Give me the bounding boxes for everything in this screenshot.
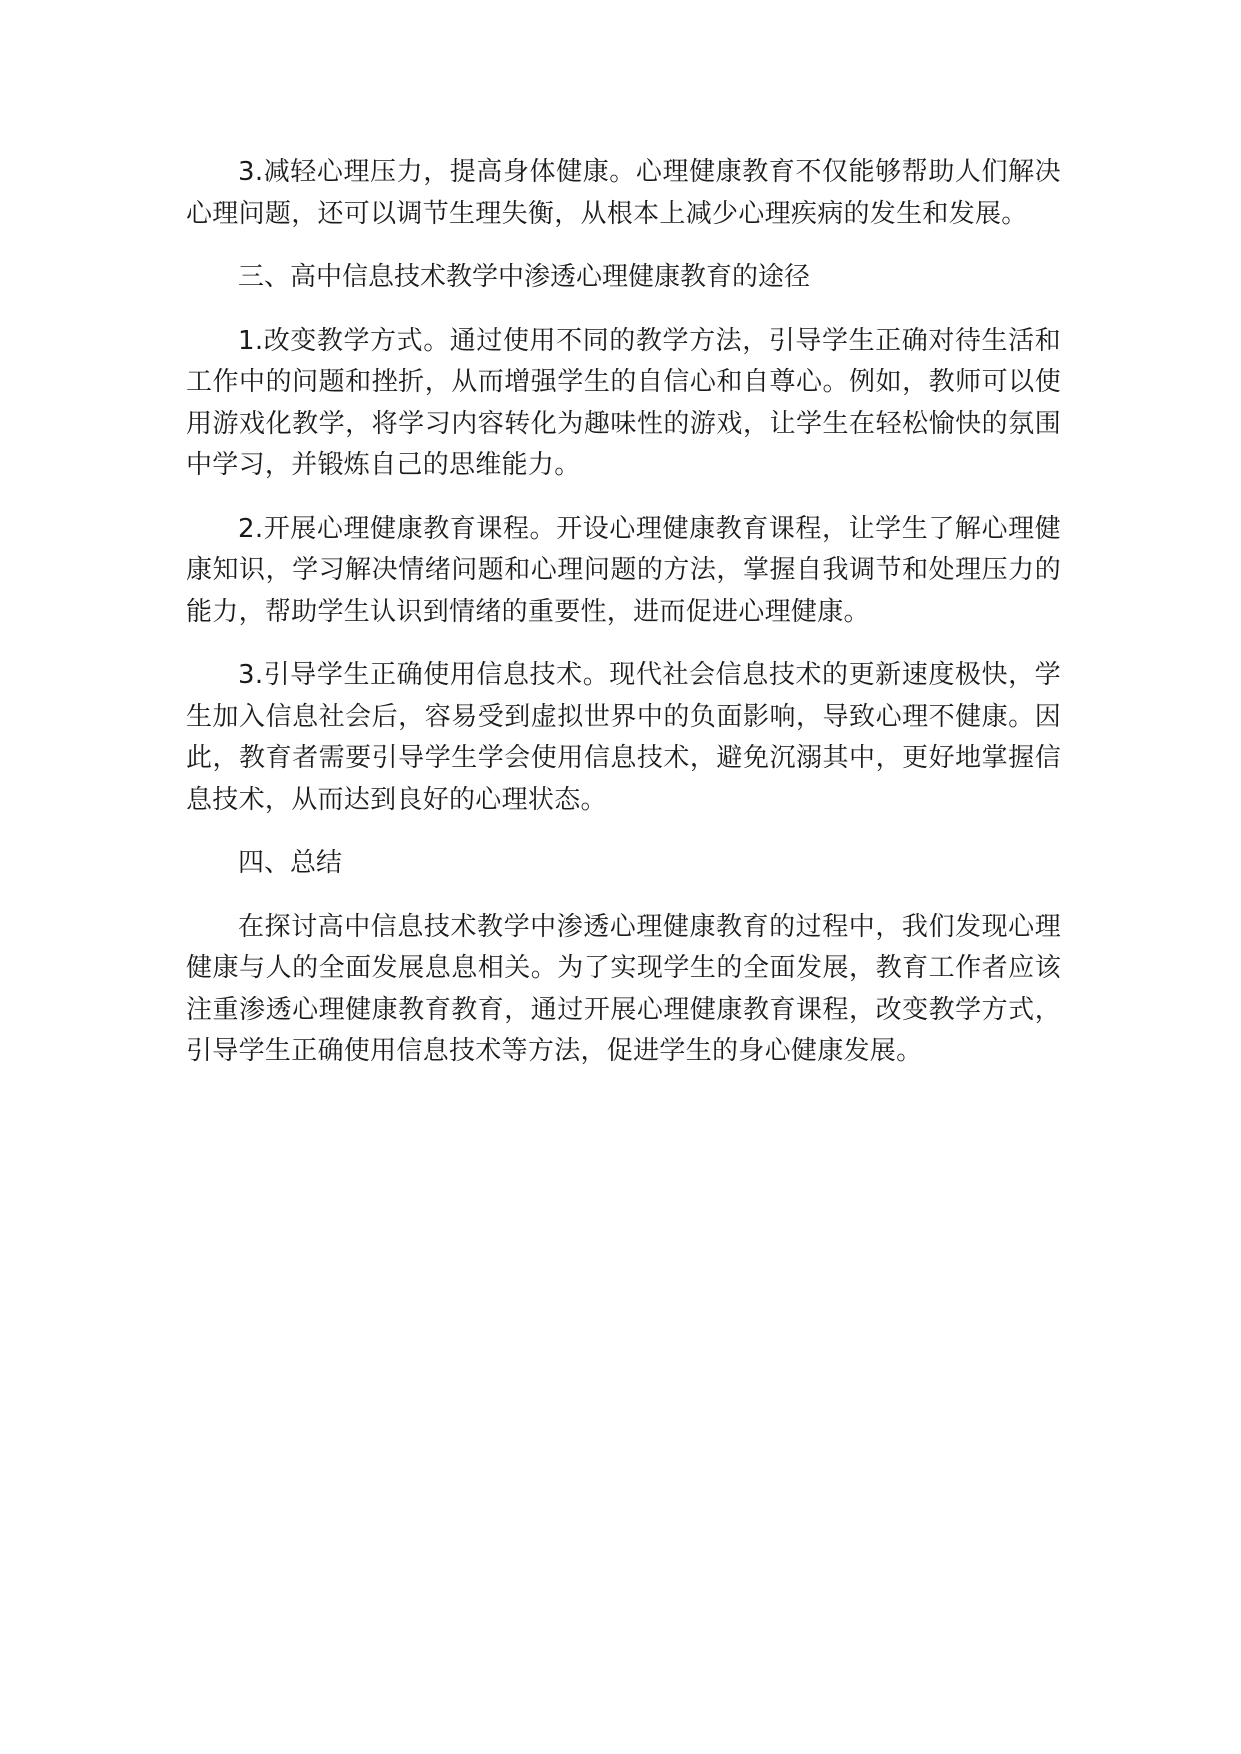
- paragraph-teaching-method: 1.改变教学方式。通过使用不同的教学方法，引导学生正确对待生活和工作中的问题和挫折，从而增强学生的自信心和自尊心。例如，教师可以使用游戏化教学，将学习内容转化为趣味性的游戏，让学生在轻松愉快的氛围中学习，并锻炼自己的思维能力。: [186, 325, 1061, 480]
- paragraph-info-tech-use: 3.引导学生正确使用信息技术。现代社会信息技术的更新速度极快，学生加入信息社会后，容易受到虚拟世界中的负面影响，导致心理不健康。因此，教育者需要引导学生学会使用信息技术，避免沉溺其中，更好地掌握信息技术，从而达到良好的心理状态。: [186, 660, 1061, 815]
- paragraph-reduce-pressure: 3.减轻心理压力，提高身体健康。心理健康教育不仅能够帮助人们解决心理问题，还可以调节生理失衡，从根本上减少心理疾病的发生和发展。: [186, 157, 1061, 229]
- document-body: [186, 152, 1061, 1095]
- paragraph-course: 2.开展心理健康教育课程。开设心理健康教育课程，让学生了解心理健康知识，学习解决情绪问题和心理问题的方法，掌握自我调节和处理压力的能力，帮助学生认识到情绪的重要性，进而促进心理健康。: [186, 513, 1061, 627]
- section-heading-3: 三、高中信息技术教学中渗透心理健康教育的途径: [238, 262, 811, 292]
- section-heading-4: 四、总结: [238, 848, 343, 878]
- paragraph-summary: 在探讨高中信息技术教学中渗透心理健康教育的过程中，我们发现心理健康与人的全面发展息息相关。为了实现学生的全面发展，教育工作者应该注重渗透心理健康教育教育，通过开展心理健康教育课程，改变教学方式，引导学生正确使用信息技术等方法，促进学生的身心健康发展。: [186, 911, 1061, 1066]
